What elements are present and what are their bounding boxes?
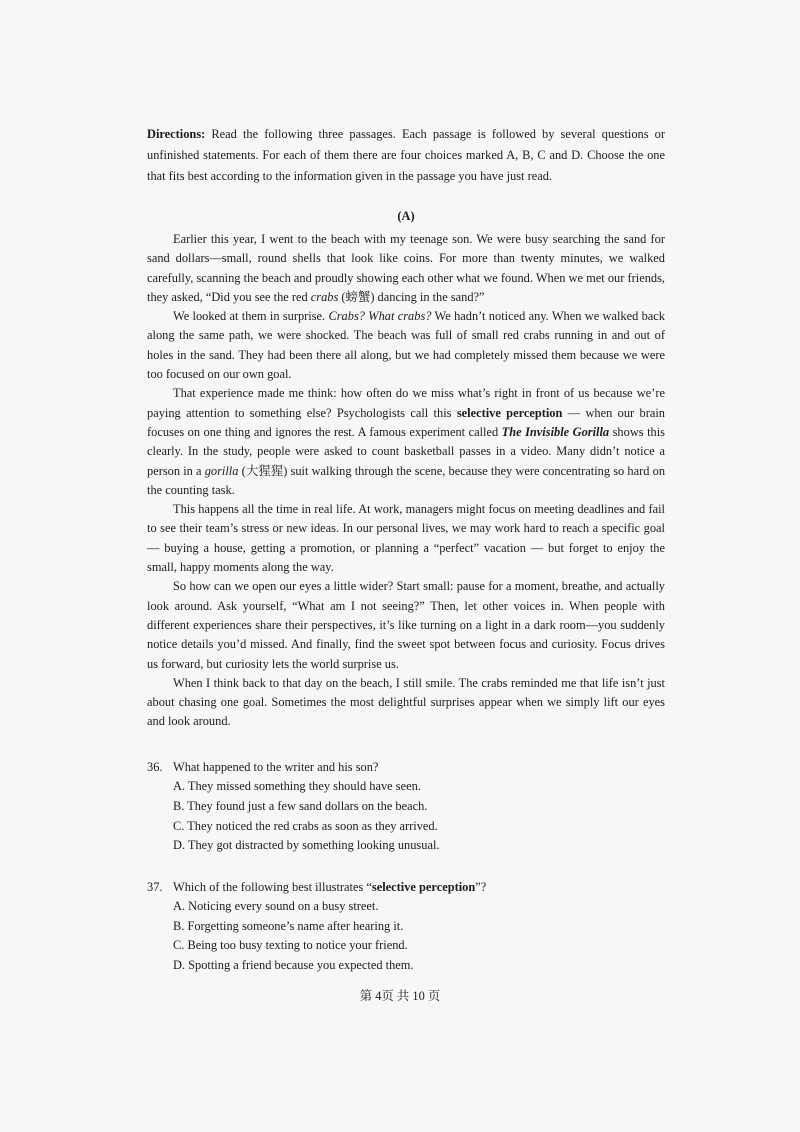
p3-text-b: — when our brain focuses on one thing and ignores the rest. A famous experiment called: [147, 405, 665, 439]
question-37: [147, 878, 665, 976]
option-a: A. Noticing every sound on a busy street.: [173, 899, 379, 914]
option-b: B. Forgetting someone’s name after hearing it.: [173, 918, 404, 933]
option-c: C. They noticed the red crabs as soon as they arrived.: [173, 818, 438, 833]
p3-selective-perception: selective perception: [456, 405, 563, 420]
p3-text-d: (大猩猩) suit walking through the scene, because they were concentrating so hard on the counting task.: [147, 463, 666, 497]
p1-crabs: crabs: [310, 289, 339, 304]
paragraph-2: [147, 307, 665, 384]
passage-a: [147, 230, 665, 732]
option-c: C. Being too busy texting to notice your friend.: [173, 938, 408, 953]
paragraph-5: So how can we open our eyes a little wider? Start small: pause for a moment, breathe, and actually look around. Ask yourself, “What am I not seeing?” Then, let other voices in. When people with different experiences share their perspectives, it’s like turning on a light in a dark room—you suddenly notice details you’d missed. And finally, find the sweet spot between focus and curiosity. Focus drives us forward, but curiosity lets the world surprise us.: [147, 579, 665, 671]
option-d: D. Spotting a friend because you expected them.: [173, 958, 414, 973]
directions-label: Directions:: [147, 127, 206, 141]
options: [173, 777, 665, 855]
option-a: A. They missed something they should have seen.: [173, 779, 421, 794]
page-footer: 第 4页 共 10 页: [359, 989, 441, 1003]
question-36: [147, 758, 665, 856]
p3-experiment-title: The Invisible Gorilla: [501, 424, 610, 439]
p1-text-b: (螃蟹) dancing in the sand?”: [338, 289, 485, 304]
directions: [147, 124, 665, 187]
option-d: D. They got distracted by something looking unusual.: [173, 838, 440, 853]
stem-text-a: Which of the following best illustrates “: [173, 879, 372, 894]
paragraph-6: When I think back to that day on the beach, I still smile. The crabs reminded me that life isn’t just about chasing one goal. Sometimes the most delightful surprises appear when we simply lift our eyes and look around.: [147, 675, 665, 729]
directions-text: Read the following three passages. Each passage is followed by several questions or unfinished statements. For each of them there are four choices marked A, B, C and D. Choose the one that fits best according to the information given in the passage you have just read.: [147, 127, 665, 183]
p2-emphasis: Crabs? What crabs?: [328, 309, 432, 324]
stem-bold: selective perception: [371, 879, 476, 894]
p3-text-c: shows this clearly. In the study, people were asked to count basketball passes in a video. Many didn’t notice a person in a: [147, 424, 665, 478]
paragraph-1: [147, 230, 665, 307]
options: [173, 897, 665, 975]
option-b: B. They found just a few sand dollars on the beach.: [173, 798, 428, 813]
stem-text-b: ”?: [475, 879, 487, 894]
paragraph-3: [147, 384, 665, 500]
p3-gorilla: gorilla: [204, 463, 239, 478]
paragraph-4: This happens all the time in real life. At work, managers might focus on meeting deadlines and fail to see their team’s stress or new ideas. In our personal lives, we may work hard to reach a specific goal — buying a house, getting a promotion, or planning a “perfect” vacation — but forget to enjoy the small, happy moments along the way.: [147, 502, 665, 575]
question-stem: What happened to the writer and his son?: [173, 759, 379, 774]
p2-text-a: We looked at them in surprise.: [173, 309, 329, 324]
p1-text-a: Earlier this year, I went to the beach with my teenage son. We were busy searching the sand for sand dollars—small, round shells that look like coins. For more than twenty minutes, we walked carefully, scanning the beach and proudly showing each other what we found. When we met our friends, they asked, “Did you see the red: [147, 232, 665, 304]
question-number: 36.: [147, 759, 163, 774]
section-title: (A): [397, 209, 415, 223]
question-stem: [173, 878, 486, 898]
question-number: 37.: [147, 879, 163, 894]
p3-text-a: That experience made me think: how often do we miss what’s right in front of us because we’re paying attention to something else? Psychologists call this: [147, 386, 665, 420]
p2-text-b: We hadn’t noticed any. When we walked back along the same path, we were shocked. The beach was full of small red crabs running in and out of holes in the sand. They had been there all along, but we had completely missed them because we were too focused on our own goal.: [147, 309, 665, 382]
exam-page: [147, 124, 665, 976]
